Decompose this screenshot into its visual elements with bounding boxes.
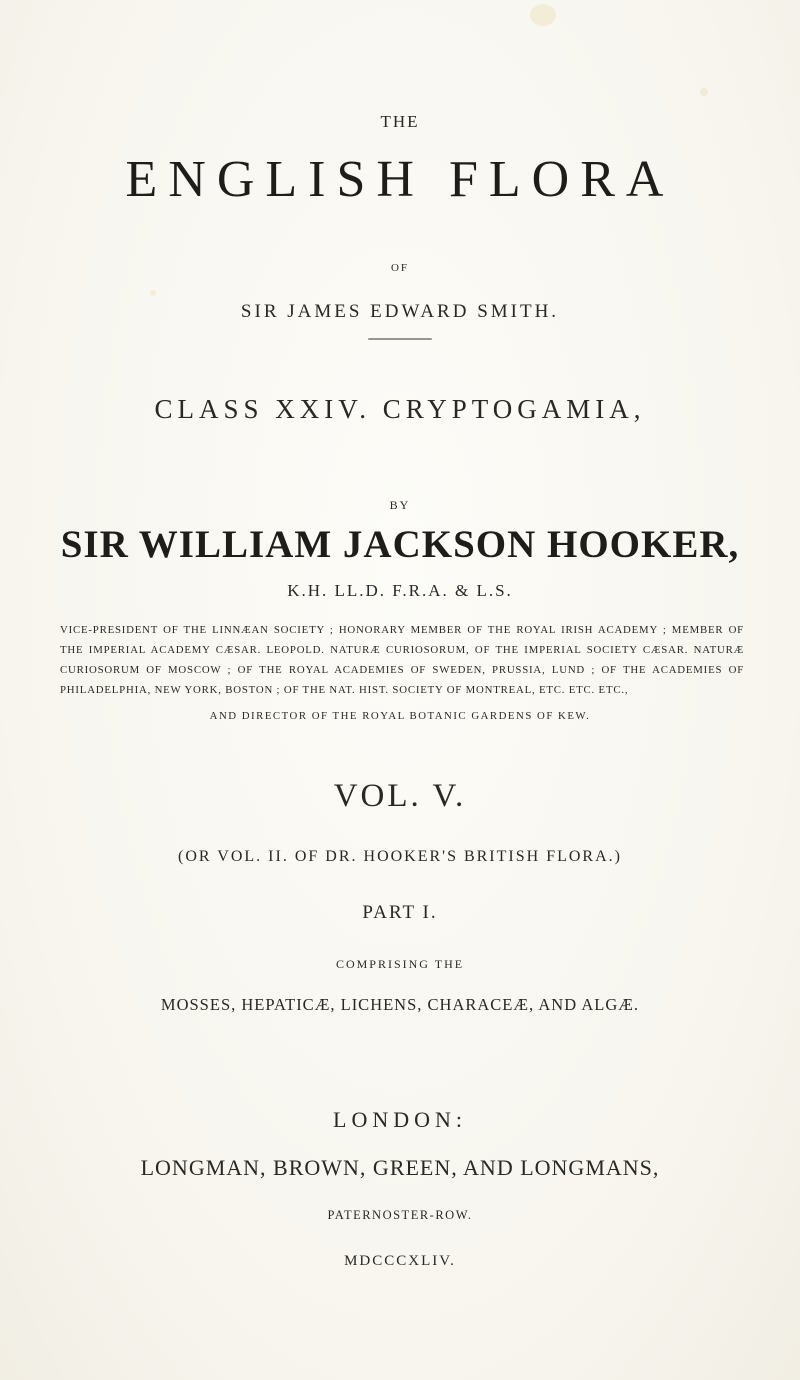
part-number: PART I.	[362, 902, 438, 923]
volume-number: VOL. V.	[333, 778, 467, 814]
by-word: BY	[389, 498, 411, 512]
imprint-publisher: LONGMAN, BROWN, GREEN, AND LONGMANS,	[140, 1155, 660, 1180]
class-title: CLASS XXIV. CRYPTOGAMIA,	[154, 394, 646, 424]
imprint-street: PATERNOSTER-ROW.	[327, 1208, 473, 1222]
decorative-rule	[368, 338, 432, 340]
imprint-year: MDCCCXLIV.	[344, 1253, 456, 1269]
imprint-city: LONDON:	[333, 1107, 467, 1132]
comprising-line: COMPRISING THE	[335, 957, 465, 971]
foxing-stain	[700, 88, 708, 96]
the-heading: THE	[380, 112, 420, 131]
author-name: SIR JAMES EDWARD SMITH.	[240, 301, 560, 322]
of-word: OF	[390, 262, 410, 274]
editor-director-line: AND DIRECTOR OF THE ROYAL BOTANIC GARDENS OF KEW.	[209, 710, 591, 722]
foxing-stain	[150, 290, 156, 296]
book-title: ENGLISH FLORA	[125, 151, 675, 208]
editor-degrees: K.H. LL.D. F.R.A. & L.S.	[287, 581, 513, 600]
foxing-stain	[530, 4, 556, 26]
contents-line: MOSSES, HEPATICÆ, LICHENS, CHARACEÆ, AND ALGÆ.	[160, 995, 640, 1014]
volume-alternate: (OR VOL. II. OF DR. HOOKER'S BRITISH FLORA.)	[178, 848, 622, 865]
editor-honours: VICE-PRESIDENT OF THE LINNÆAN SOCIETY ; HONORARY MEMBER OF THE ROYAL IRISH ACADEMY ; MEMBER OF THE IMPERIAL ACADEMY CÆSAR. LEOPOLD. NATURÆ CURIOSORUM, OF THE IMPERIAL SOCIETY CÆSAR. NATURÆ CURIOSORUM OF MOSCOW ; OF THE ROYAL ACADEMIES OF SWEDEN, PRUSSIA, LUND ; OF THE ACADEMIES OF PHILADELPHIA, NEW YORK, BOSTON ; OF THE NAT. HIST. SOCIETY OF MONTREAL, ETC. ETC. ETC.,	[60, 624, 744, 696]
editor-name: SIR WILLIAM JACKSON HOOKER,	[60, 523, 740, 566]
